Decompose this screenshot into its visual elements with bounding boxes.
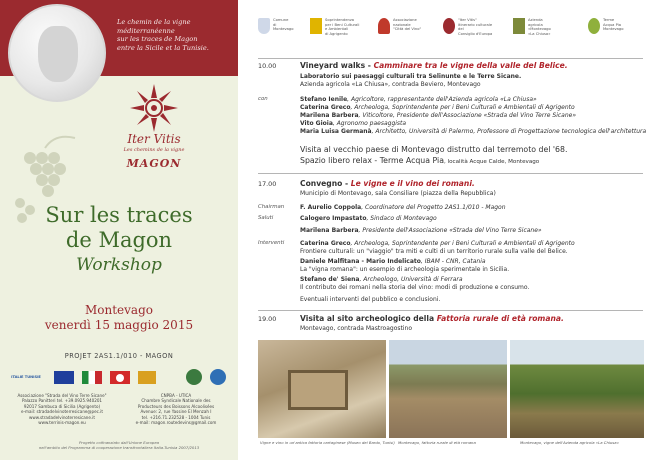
mosaic-photo — [258, 340, 386, 438]
main-title: Sur les traces de Magon — [45, 203, 193, 252]
speaker-row: Marilena Barbera, Viticoltore, Presidente dell'Associazione «Strada del Vino Terre Sicane» — [300, 112, 577, 119]
session2-title: Convegno - Le vigne e il vino dei romani. — [300, 179, 475, 188]
sicily-region-icon — [138, 371, 156, 384]
project-code: PROJET 2AS1.1/010 - MAGON — [64, 352, 174, 360]
header-tagline: Le chemin de la vigne méditerranéenne sur les traces de Magon entre la Sicile et la Tunisie. — [117, 18, 209, 52]
talk-row: Daniele Malfitana - Mario Indelicato, IBAM - CNR, Catania — [300, 258, 486, 265]
session2-time: 17.00 — [258, 180, 277, 188]
saluti-label: Saluti — [258, 215, 274, 221]
section-divider — [258, 310, 643, 311]
roman-farm-excavation-photo — [389, 340, 507, 438]
session1-line1: Laboratorio sui paesaggi culturali tra Selinunte e le Terre Sicane. — [300, 73, 522, 80]
speaker-row: Vito Gioia, Agronomo paesaggista — [300, 120, 407, 127]
eu-funding-note: Progetto cofinanziato dall'Unione Europea nell'ambito del Programma di cooperazione transfrontaliera Italia-Tunisia 2007/2013 — [38, 440, 200, 450]
medallion-portrait — [38, 26, 78, 82]
section-divider — [258, 58, 643, 59]
iter-vitis-logo-title: Iter Vitis — [127, 132, 181, 146]
photo-caption: Vigne e vino in un'antica fattoria cartaginese (Museo del Bardo, Tunisi) — [260, 440, 395, 445]
session1-title: Vineyard walks - Camminare tra le vigne della valle del Belice. — [300, 61, 568, 70]
session1-time: 10.00 — [258, 62, 277, 70]
greeting-row: Calogero Impastato, Sindaco di Montevago — [300, 215, 437, 222]
greeting-row: Marilena Barbera, Presidente dell'Associazione «Strada del Vino Terre Sicane» — [300, 227, 542, 234]
event-place-date: Montevago venerdì 15 maggio 2015 — [44, 303, 194, 332]
session2-location: Municipio di Montevago, sala Consiliare (piazza della Repubblica) — [300, 190, 496, 197]
talk-title: La "vigna romana": un esempio di archeologia sperimentale in Sicilia. — [300, 266, 510, 273]
iter-vitis-sun-logo — [128, 82, 180, 134]
tunisia-flag-icon — [110, 371, 130, 384]
session3-title: Visita al sito archeologico della Fattoria rurale di età romana. — [300, 314, 564, 323]
session3-time: 19.00 — [258, 315, 277, 323]
session1-line2: Azienda agricola «La Chiusa», contrada Beviero, Montevago — [300, 81, 481, 88]
con-label: con — [258, 96, 268, 102]
section-divider — [258, 173, 643, 174]
wine-glass-icon — [378, 18, 390, 34]
visit-old-town: Visita al vecchio paese di Montevago distrutto dal terremoto del '68. — [300, 145, 568, 154]
magon-logo: MAGON — [126, 157, 182, 170]
institution-logos-row: Comune di Montevago Soprintendenza per i Beni Culturali e Ambientali di Agrigento Associazione nazionale "Città del Vino" "Iter Vitis" itinerario culturale del Consiglio d'Europa Azienda agricola «Montevago «La Chiusa» Terme Acqua Pia Montevago — [258, 16, 648, 52]
cnpba-logo — [186, 369, 202, 385]
coat-of-arms-icon — [258, 18, 270, 34]
vine-icon — [513, 18, 525, 34]
photo-caption: Montevago, vigne dell'Azienda agricola «La Chiusa» — [520, 440, 619, 445]
region-eagle-icon — [310, 18, 322, 34]
closing-remarks: Eventuali interventi del pubblico e conclusioni. — [300, 296, 441, 303]
eu-flag-icon — [54, 371, 74, 384]
italie-tunisie-logo: ITALIE TUNISIE — [8, 371, 44, 384]
italy-flag-icon — [82, 371, 102, 384]
chairman-label: Chairman — [258, 204, 285, 210]
left-panel — [0, 0, 238, 460]
workshop-label: Workshop — [76, 255, 162, 275]
speaker-row: Caterina Greco, Archeologa, Soprintendente per i Beni Culturali e Ambientali di Agrigento — [300, 104, 575, 111]
talk-row: Stefano de' Siena, Archeologo, Università di Ferrara — [300, 276, 463, 283]
right-panel — [238, 0, 650, 460]
utica-logo — [210, 369, 226, 385]
partner-logos-row — [8, 365, 230, 389]
speaker-row: Stefano Ienile, Agricoltore, rappresentante dell'Azienda agricola «La Chiusa» — [300, 96, 537, 103]
coin-medallion-image — [8, 4, 106, 102]
sun-icon — [443, 18, 455, 34]
relax-space: Spazio libero relax - Terme Acqua Pia, località Acque Calde, Montevago — [300, 156, 540, 165]
chairman-row: F. Aurelio Coppola, Coordinatore del Progetto 2AS1.1/010 - Magon — [300, 204, 506, 211]
interventi-label: Interventi — [258, 240, 285, 246]
vineyard-photo — [510, 340, 644, 438]
iter-vitis-logo-subtitle: Les chemins de la vigne — [123, 147, 185, 153]
talk-title: Il contributo dei romani nella storia del vino: modi di produzione e consumo. — [300, 284, 530, 291]
talk-title: Frontiere culturali: un "viaggio" tra miti e culti di un territorio rurale sulla valle del Belice. — [300, 248, 568, 255]
spa-icon — [588, 18, 600, 34]
address-right: CNPBA - UTICA Chambre Syndicale Nationale des Producteurs des Boissons Alcoolisées Avenue: 2, rue Yassine El Menzah I tel. +216.71.232528 - 1004 Tunis e-mail: magon.routedevins@gmail.com — [135, 393, 217, 426]
session3-location: Montevago, contrada Mastroagostino — [300, 325, 412, 332]
photo-caption: Montevago, fattoria rurale di età romana — [398, 440, 476, 445]
address-left: Associazione "Strada del Vino Terre Sicane" Palazzo Panitteri tel. +39.0925.940201 92017 Sambuca di Sicilia (Agrigento) e-mail: stradadelvinoterresicane@pec.it www.stradadelvinoterresicane.it www.terrinis-magon.eu — [17, 393, 107, 426]
talk-row: Caterina Greco, Archeologa, Soprintendente per i Beni Culturali e Ambientali di Agrigento — [300, 240, 575, 247]
speaker-row: Maria Luisa Germanà, Architetto, Università di Palermo, Professore di Progettazione tecnologica dell'architettura — [300, 128, 647, 135]
